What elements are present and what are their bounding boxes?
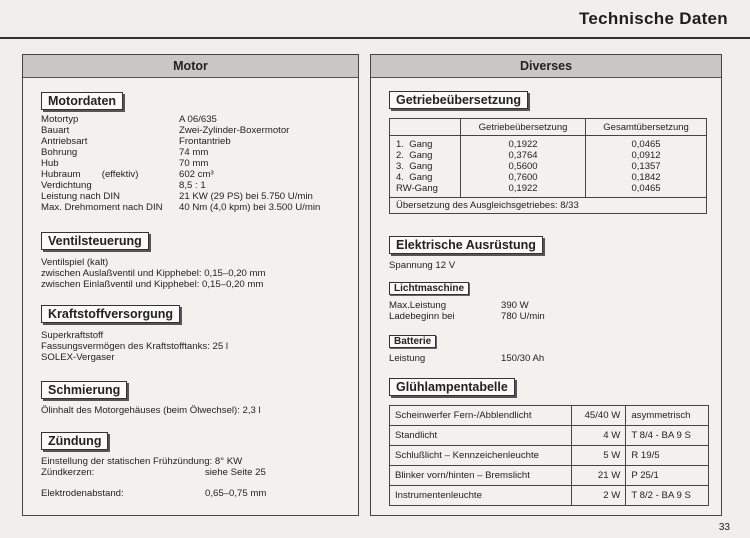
row-label: Hubraum (effektiv) <box>41 169 139 180</box>
row-value: 40 Nm (4,0 kpm) bei 3.500 U/min <box>179 202 321 213</box>
kraftstoff-heading: Kraftstoffversorgung <box>41 305 180 323</box>
gear-total: 0,0912 <box>631 150 661 161</box>
row-label: Antriebsart <box>41 136 88 147</box>
table-header-row <box>390 119 707 136</box>
gear-name: 2. Gang <box>396 150 433 161</box>
batterie-label: Leistung <box>389 353 426 364</box>
row-value: 21 KW (29 PS) bei 5.750 U/min <box>179 191 313 202</box>
motordaten-row <box>41 114 320 125</box>
table-row <box>390 426 709 446</box>
lamp-watt: 45/40 W <box>571 406 626 426</box>
lamp-type: T 8/4 - BA 9 S <box>626 426 709 446</box>
page-title: Technische Daten <box>578 9 728 28</box>
schmierung-heading: Schmierung <box>41 381 127 399</box>
lamp-type: P 25/1 <box>626 466 709 486</box>
ventilsteuerung-heading: Ventilsteuerung <box>41 232 149 250</box>
lamp-watt: 4 W <box>571 426 626 446</box>
diverses-panel-heading: Diverses <box>371 55 721 78</box>
motor-panel-heading: Motor <box>23 55 358 78</box>
gear-ratio: 0,1922 <box>508 139 538 150</box>
gear-name: RW-Gang <box>396 183 438 194</box>
motordaten-row <box>41 136 320 147</box>
table-header-ratio: Getriebeübersetzung <box>461 119 586 136</box>
elektrik-heading: Elektrische Ausrüstung <box>389 236 543 254</box>
text-line: zwischen Einlaßventil und Kipphebel: 0,15–0,20 mm <box>41 279 264 290</box>
schmierung-text: Ölinhalt des Motorgehäuses (beim Ölwechsel): 2,3 l <box>41 405 261 416</box>
table-footer-row <box>390 198 707 214</box>
motor-panel <box>22 54 359 516</box>
motordaten-row <box>41 202 320 213</box>
lamp-type: R 19/5 <box>626 446 709 466</box>
gear-ratio: 0,7600 <box>508 172 538 183</box>
page-number: 33 <box>718 522 730 533</box>
table-row <box>390 486 709 506</box>
batterie-heading: Batterie <box>389 335 436 348</box>
zuendkerzen-value: siehe Seite 25 <box>205 467 266 478</box>
diverses-panel <box>370 54 722 516</box>
getriebe-heading: Getriebeübersetzung <box>389 91 528 109</box>
table-row <box>390 136 707 198</box>
batterie-value: 150/30 Ah <box>501 353 545 364</box>
row-value: 602 cm³ <box>179 169 214 180</box>
kraftstoff-text <box>41 330 228 363</box>
table-row <box>390 406 709 426</box>
spannung-text: Spannung 12 V <box>389 260 456 271</box>
row-label: Bohrung <box>41 147 78 158</box>
row-value: 74 mm <box>179 147 209 158</box>
text-line: Fassungsvermögen des Kraftstofftanks: 25 l <box>41 341 228 352</box>
row-value: 8,5 : 1 <box>179 180 206 191</box>
motordaten-heading: Motordaten <box>41 92 123 110</box>
row-value: 70 mm <box>179 158 209 169</box>
lamp-name: Blinker vorn/hinten – Bremslicht <box>390 466 572 486</box>
text-line: SOLEX-Vergaser <box>41 352 115 363</box>
motordaten-list <box>41 114 320 213</box>
motordaten-row <box>41 125 320 136</box>
row-label: Leistung nach DIN <box>41 191 120 202</box>
zuendung-heading: Zündung <box>41 432 108 450</box>
motordaten-row <box>41 169 320 180</box>
ventilsteuerung-text <box>41 257 266 290</box>
gear-ratio: 0,3764 <box>508 150 538 161</box>
table-row <box>390 446 709 466</box>
lamp-name: Standlicht <box>390 426 572 446</box>
elektrodenabstand-label: Elektrodenabstand: <box>41 488 124 499</box>
licht-row-label: Ladebeginn bei <box>389 311 455 322</box>
gear-total: 0,1357 <box>631 161 661 172</box>
gluehlampen-heading: Glühlampentabelle <box>389 378 515 396</box>
gear-ratio: 0,5600 <box>508 161 538 172</box>
gear-name: 4. Gang <box>396 172 433 183</box>
gear-ratio: 0,1922 <box>508 183 538 194</box>
lamp-name: Instrumentenleuchte <box>390 486 572 506</box>
row-label: Hub <box>41 158 59 169</box>
motordaten-row <box>41 180 320 191</box>
licht-row-value: 780 U/min <box>501 311 545 322</box>
gear-total-cell <box>586 136 707 198</box>
gear-name: 3. Gang <box>396 161 433 172</box>
gear-ratio-cell <box>461 136 586 198</box>
motordaten-row <box>41 147 320 158</box>
row-value: Zwei-Zylinder-Boxermotor <box>179 125 290 136</box>
gear-name: 1. Gang <box>396 139 433 150</box>
gear-total: 0,0465 <box>631 139 661 150</box>
row-label: Bauart <box>41 125 70 136</box>
licht-row-value: 390 W <box>501 300 529 311</box>
lamp-watt: 21 W <box>571 466 626 486</box>
lichtmaschine-heading: Lichtmaschine <box>389 282 469 295</box>
header-rule <box>0 37 750 39</box>
gear-total: 0,1842 <box>631 172 661 183</box>
row-label: Verdichtung <box>41 180 92 191</box>
row-label: Max. Drehmoment nach DIN <box>41 202 163 213</box>
gear-names-cell <box>390 136 461 198</box>
lamp-watt: 2 W <box>571 486 626 506</box>
row-label: Motortyp <box>41 114 79 125</box>
table-header-empty <box>390 119 461 136</box>
getriebe-table <box>389 118 707 214</box>
lamp-name: Scheinwerfer Fern-/Abblendlicht <box>390 406 572 426</box>
text-line: Superkraftstoff <box>41 330 104 341</box>
motordaten-row <box>41 158 320 169</box>
gluehlampen-table <box>389 405 709 506</box>
table-header-total: Gesamtübersetzung <box>586 119 707 136</box>
lamp-type: T 8/2 - BA 9 S <box>626 486 709 506</box>
row-value: Frontantrieb <box>179 136 231 147</box>
table-row <box>390 466 709 486</box>
gear-total: 0,0465 <box>631 183 661 194</box>
row-value: A 06/635 <box>179 114 217 125</box>
lamp-type: asymmetrisch <box>626 406 709 426</box>
text-line: Ventilspiel (kalt) <box>41 257 109 268</box>
elektrodenabstand-value: 0,65–0,75 mm <box>205 488 267 499</box>
text-line: zwischen Auslaßventil und Kipphebel: 0,15–0,20 mm <box>41 268 266 279</box>
zuendkerzen-label: Zündkerzen: <box>41 467 95 478</box>
licht-row-label: Max.Leistung <box>389 300 447 311</box>
ausgleichsgetriebe-text: Übersetzung des Ausgleichsgetriebes: 8/33 <box>390 198 707 214</box>
page-header <box>0 0 750 40</box>
lamp-watt: 5 W <box>571 446 626 466</box>
motordaten-row <box>41 191 320 202</box>
zuendung-text: Einstellung der statischen Frühzündung: 8° KW <box>41 456 243 467</box>
lamp-name: Schlußlicht – Kennzeichenleuchte <box>390 446 572 466</box>
